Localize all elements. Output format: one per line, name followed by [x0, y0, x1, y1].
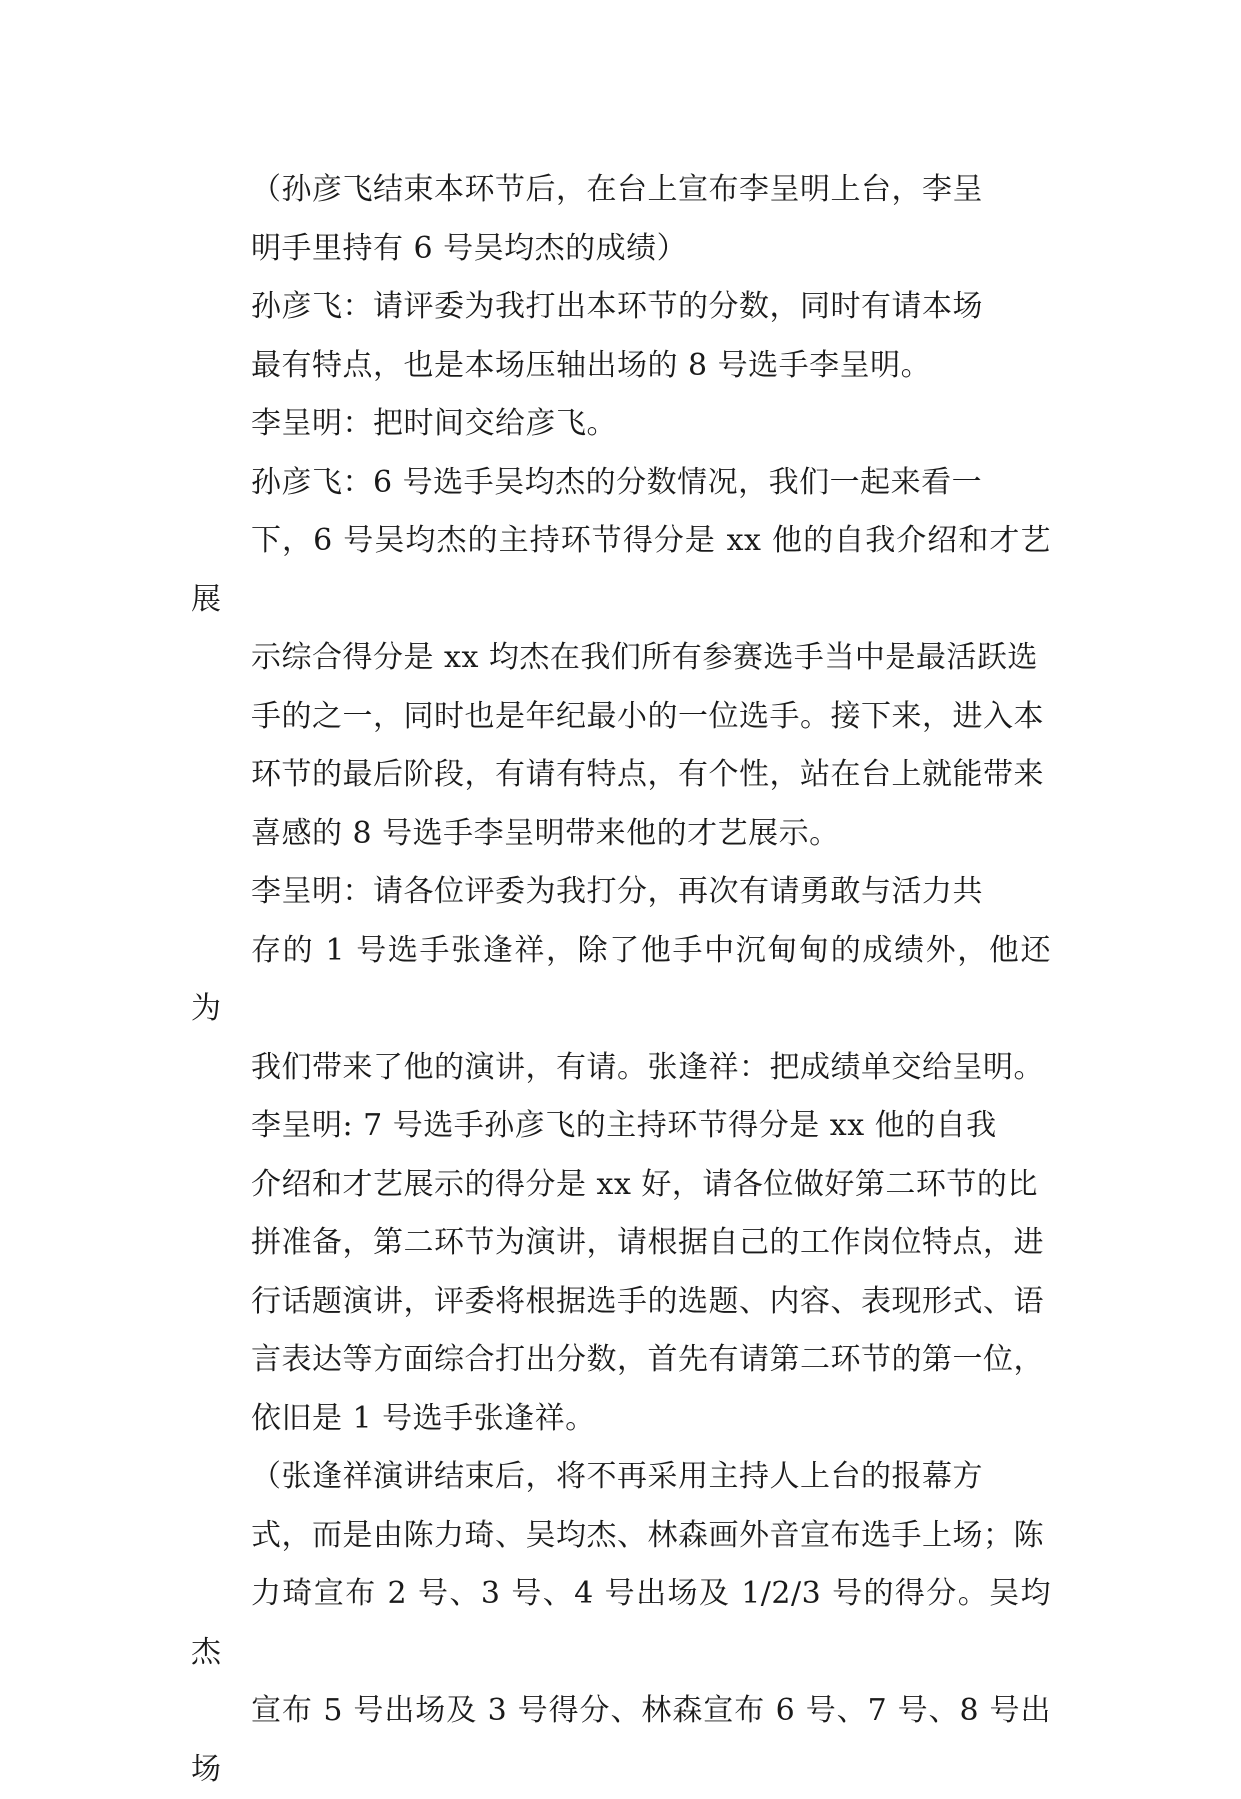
text-line: 孙彦飞：请评委为我打出本环节的分数，同时有请本场: [251, 289, 983, 324]
paragraph-li-chengming-1: [191, 395, 1051, 454]
text-line: 存的 1 号选手张逢祥，除了他手中沉甸甸的成绩外，他还为: [191, 932, 1051, 1026]
text-line: 拼准备，第二环节为演讲，请根据自己的工作岗位特点，进: [251, 1225, 1044, 1260]
text-line: （孙彦飞结束本环节后，在台上宣布李呈明上台，李呈: [251, 172, 983, 207]
paragraph-stage-direction-2: [191, 1448, 1051, 1799]
text-line: 孙彦飞：6 号选手吴均杰的分数情况，我们一起来看一: [251, 464, 983, 500]
text-line: 示综合得分是 xx 均杰在我们所有参赛选手当中是最活跃选: [251, 640, 1038, 675]
text-line: 我们带来了他的演讲，有请。张逢祥：把成绩单交给呈明。: [251, 1049, 1044, 1085]
text-line: 行话题演讲，评委将根据选手的选题、内容、表现形式、语: [251, 1283, 1044, 1319]
text-line: 最有特点，也是本场压轴出场的 8 号选手李呈明。: [251, 347, 932, 383]
text-line: 李呈明: 7 号选手孙彦飞的主持环节得分是 xx 他的自我: [251, 1108, 997, 1143]
text-line: 介绍和才艺展示的得分是 xx 好，请各位做好第二环节的比: [251, 1166, 1038, 1202]
text-line: 手的之一，同时也是年纪最小的一位选手。接下来，进入本: [251, 698, 1044, 734]
text-line: 明手里持有 6 号吴均杰的成绩）: [251, 230, 688, 266]
document-body: [191, 161, 1051, 1799]
text-line: 下，6 号吴均杰的主持环节得分是 xx 他的自我介绍和才艺展: [191, 523, 1051, 617]
text-line: 言表达等方面综合打出分数，首先有请第二环节的第一位，: [251, 1342, 1044, 1377]
text-line: 喜感的 8 号选手李呈明带来他的才艺展示。: [251, 815, 840, 851]
text-line: 宣布 5 号出场及 3 号得分、林森宣布 6 号、7 号、8 号出场: [191, 1693, 1051, 1787]
text-line: 式，而是由陈力琦、吴均杰、林森画外音宣布选手上场；陈: [251, 1517, 1044, 1553]
text-line: 环节的最后阶段，有请有特点，有个性，站在台上就能带来: [251, 757, 1044, 792]
text-line: （张逢祥演讲结束后，将不再采用主持人上台的报幕方: [251, 1459, 983, 1494]
paragraph-stage-direction-1: [191, 161, 1051, 278]
paragraph-sun-yanfei-2: [191, 454, 1051, 864]
paragraph-li-chengming-3: [191, 1097, 1051, 1448]
text-line: 李呈明：把时间交给彦飞。: [251, 406, 617, 441]
text-line: 李呈明：请各位评委为我打分，再次有请勇敢与活力共: [251, 874, 983, 909]
text-line: 依旧是 1 号选手张逢祥。: [251, 1400, 596, 1436]
text-line: 力琦宣布 2 号、3 号、4 号出场及 1/2/3 号的得分。吴均杰: [191, 1576, 1051, 1670]
paragraph-sun-yanfei-1: [191, 278, 1051, 395]
paragraph-li-chengming-2: [191, 863, 1051, 1097]
